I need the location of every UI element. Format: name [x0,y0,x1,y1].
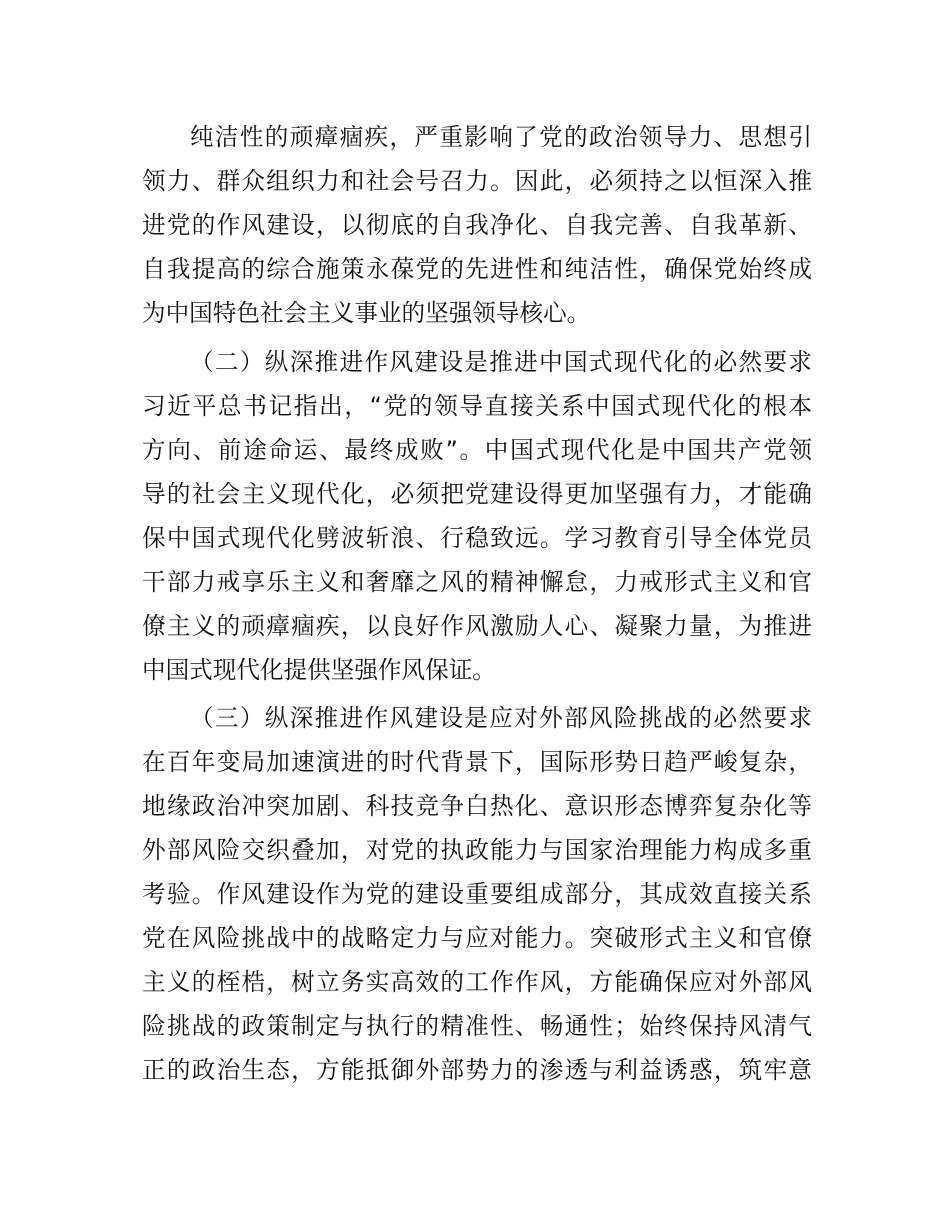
text-line: 保中国式现代化劈波斩浪、行稳致远。学习教育引导全体党员 [142,524,812,552]
section-heading-2: （二）纵深推进作风建设是推进中国式现代化的必然要求 [190,348,812,376]
text-line: 外部风险交织叠加，对党的执政能力与国家治理能力构成多重 [142,836,812,864]
text-line: 僚主义的顽瘴痼疾，以良好作风激励人心、凝聚力量，为推进 [142,612,812,640]
text-line: 险挑战的政策制定与执行的精准性、畅通性；始终保持风清气 [142,1012,812,1040]
text-line: 党在风险挑战中的战略定力与应对能力。突破形式主义和官僚 [142,924,812,952]
text-line: 自我提高的综合施策永葆党的先进性和纯洁性，确保党始终成 [142,255,812,283]
text-line: 为中国特色社会主义事业的坚强领导核心。 [142,299,591,327]
text-line: 导的社会主义现代化，必须把党建设得更加坚强有力，才能确 [142,480,812,508]
text-line: 纯洁性的顽瘴痼疾，严重影响了党的政治领导力、思想引 [190,123,812,151]
text-line: 干部力戒享乐主义和奢靡之风的精神懈怠，力戒形式主义和官 [142,568,812,596]
text-line: 在百年变局加速演进的时代背景下，国际形势日趋严峻复杂， [142,748,812,776]
text-line: 进党的作风建设，以彻底的自我净化、自我完善、自我革新、 [142,211,812,239]
text-line: 习近平总书记指出，“党的领导直接关系中国式现代化的根本 [142,392,812,420]
section-heading-3: （三）纵深推进作风建设是应对外部风险挑战的必然要求 [190,704,812,732]
text-line: 中国式现代化提供坚强作风保证。 [142,656,496,684]
text-line: 地缘政治冲突加剧、科技竞争白热化、意识形态博弈复杂化等 [142,792,812,820]
text-line: 考验。作风建设作为党的建设重要组成部分，其成效直接关系 [142,880,812,908]
text-line: 主义的桎梏，树立务实高效的工作作风，方能确保应对外部风 [142,968,812,996]
text-line: 正的政治生态，方能抵御外部势力的渗透与利益诱惑，筑牢意 [142,1056,812,1084]
text-line: 领力、群众组织力和社会号召力。因此，必须持之以恒深入推 [142,167,812,195]
text-line: 方向、前途命运、最终成败”。中国式现代化是中国共产党领 [142,436,812,464]
